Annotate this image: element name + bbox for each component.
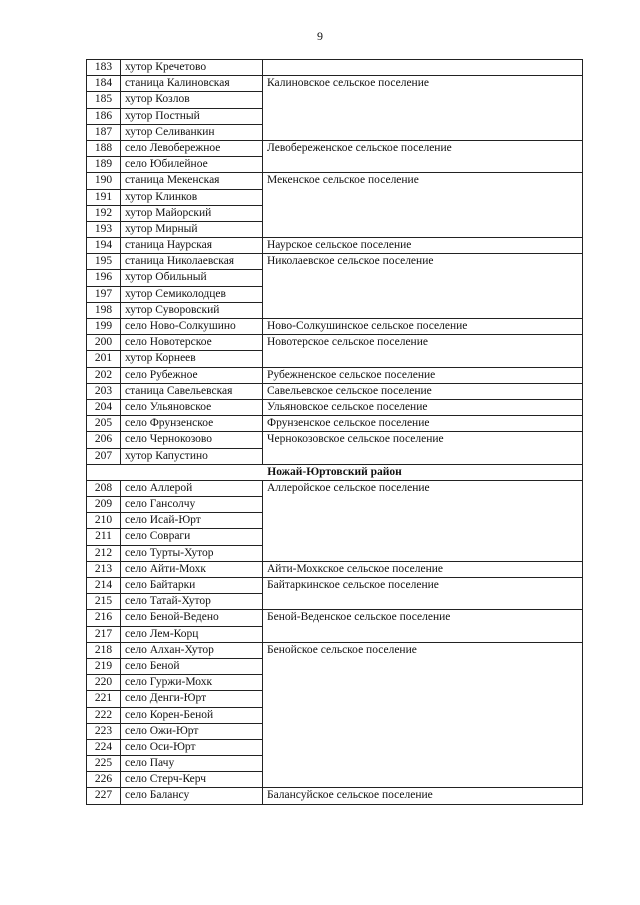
locality-name: хутор Постный xyxy=(121,108,263,124)
locality-name: село Айти-Мохк xyxy=(121,561,263,577)
row-number: 226 xyxy=(87,772,121,788)
row-number: 209 xyxy=(87,497,121,513)
locality-name: хутор Обильный xyxy=(121,270,263,286)
locality-name: село Аллерой xyxy=(121,480,263,496)
rural-settlement: Ульяновское сельское поселение xyxy=(263,399,583,415)
district-header-row xyxy=(87,464,583,480)
rural-settlement: Аллеройское сельское поселение xyxy=(263,480,583,561)
rural-settlement: Мекенское сельское поселение xyxy=(263,173,583,238)
table-row xyxy=(87,335,583,351)
locality-name: хутор Майорский xyxy=(121,205,263,221)
row-number: 221 xyxy=(87,691,121,707)
district-header: Ножай-Юртовский район xyxy=(87,464,583,480)
locality-name: хутор Корнеев xyxy=(121,351,263,367)
row-number: 218 xyxy=(87,642,121,658)
locality-name: хутор Капустино xyxy=(121,448,263,464)
locality-name: село Исай-Юрт xyxy=(121,513,263,529)
table-row xyxy=(87,432,583,448)
row-number: 186 xyxy=(87,108,121,124)
table-row xyxy=(87,578,583,594)
rural-settlement: Ново-Солкушинское сельское поселение xyxy=(263,319,583,335)
locality-name: станица Савельевская xyxy=(121,383,263,399)
rural-settlement: Чернокозовское сельское поселение xyxy=(263,432,583,464)
table-row xyxy=(87,76,583,92)
row-number: 194 xyxy=(87,238,121,254)
locality-name: село Фрунзенское xyxy=(121,416,263,432)
rural-settlement: Наурское сельское поселение xyxy=(263,238,583,254)
row-number: 220 xyxy=(87,675,121,691)
rural-settlement: Новотерское сельское поселение xyxy=(263,335,583,367)
rural-settlement: Бенойское сельское поселение xyxy=(263,642,583,788)
table-row xyxy=(87,610,583,626)
row-number: 187 xyxy=(87,124,121,140)
row-number: 225 xyxy=(87,756,121,772)
row-number: 189 xyxy=(87,157,121,173)
row-number: 188 xyxy=(87,140,121,156)
row-number: 202 xyxy=(87,367,121,383)
row-number: 227 xyxy=(87,788,121,804)
page-number: 9 xyxy=(317,29,323,43)
table-row xyxy=(87,254,583,270)
rural-settlement: Николаевское сельское поселение xyxy=(263,254,583,319)
locality-name: село Ново-Солкушино xyxy=(121,319,263,335)
row-number: 217 xyxy=(87,626,121,642)
row-number: 206 xyxy=(87,432,121,448)
rural-settlement: Калиновское сельское поселение xyxy=(263,76,583,141)
row-number: 196 xyxy=(87,270,121,286)
locality-name: село Чернокозово xyxy=(121,432,263,448)
row-number: 191 xyxy=(87,189,121,205)
table-row xyxy=(87,642,583,658)
locality-name: село Пачу xyxy=(121,756,263,772)
rural-settlement: Айти-Мохкское сельское поселение xyxy=(263,561,583,577)
row-number: 212 xyxy=(87,545,121,561)
locality-name: село Левобережное xyxy=(121,140,263,156)
table-body xyxy=(87,60,583,805)
row-number: 192 xyxy=(87,205,121,221)
locality-name: село Лем-Корц xyxy=(121,626,263,642)
locality-name: хутор Козлов xyxy=(121,92,263,108)
row-number: 207 xyxy=(87,448,121,464)
locality-name: село Новотерское xyxy=(121,335,263,351)
row-number: 185 xyxy=(87,92,121,108)
locality-name: хутор Суворовский xyxy=(121,302,263,318)
row-number: 197 xyxy=(87,286,121,302)
row-number: 222 xyxy=(87,707,121,723)
locality-name: село Совраги xyxy=(121,529,263,545)
locality-name: хутор Мирный xyxy=(121,221,263,237)
locality-name: село Корен-Беной xyxy=(121,707,263,723)
locality-name: село Байтарки xyxy=(121,578,263,594)
row-number: 190 xyxy=(87,173,121,189)
table-row xyxy=(87,399,583,415)
row-number: 208 xyxy=(87,480,121,496)
locality-name: село Оси-Юрт xyxy=(121,739,263,755)
row-number: 201 xyxy=(87,351,121,367)
row-number: 204 xyxy=(87,399,121,415)
table-row xyxy=(87,140,583,156)
rural-settlement: Байтаркинское сельское поселение xyxy=(263,578,583,610)
rural-settlement: Фрунзенское сельское поселение xyxy=(263,416,583,432)
table-row xyxy=(87,60,583,76)
row-number: 183 xyxy=(87,60,121,76)
row-number: 198 xyxy=(87,302,121,318)
row-number: 214 xyxy=(87,578,121,594)
row-number: 205 xyxy=(87,416,121,432)
locality-name: хутор Кречетово xyxy=(121,60,263,76)
row-number: 200 xyxy=(87,335,121,351)
table-row xyxy=(87,383,583,399)
locality-name: село Алхан-Хутор xyxy=(121,642,263,658)
table-row xyxy=(87,416,583,432)
table-row xyxy=(87,173,583,189)
locality-name: станица Калиновская xyxy=(121,76,263,92)
rural-settlement: Балансуйское сельское поселение xyxy=(263,788,583,804)
locality-name: село Рубежное xyxy=(121,367,263,383)
row-number: 184 xyxy=(87,76,121,92)
locality-name: село Юбилейное xyxy=(121,157,263,173)
rural-settlement: Левобереженское сельское поселение xyxy=(263,140,583,172)
locality-name: село Татай-Хутор xyxy=(121,594,263,610)
settlements-table xyxy=(86,59,583,805)
row-number: 203 xyxy=(87,383,121,399)
locality-name: хутор Клинков xyxy=(121,189,263,205)
rural-settlement: Савельевское сельское поселение xyxy=(263,383,583,399)
rural-settlement: Беной-Веденское сельское поселение xyxy=(263,610,583,642)
locality-name: село Ожи-Юрт xyxy=(121,723,263,739)
locality-name: село Турты-Хутор xyxy=(121,545,263,561)
locality-name: станица Мекенская xyxy=(121,173,263,189)
rural-settlement xyxy=(263,60,583,76)
locality-name: село Ульяновское xyxy=(121,399,263,415)
row-number: 193 xyxy=(87,221,121,237)
row-number: 210 xyxy=(87,513,121,529)
locality-name: хутор Селиванкин xyxy=(121,124,263,140)
row-number: 213 xyxy=(87,561,121,577)
table-row xyxy=(87,788,583,804)
locality-name: село Беной xyxy=(121,658,263,674)
locality-name: село Стерч-Керч xyxy=(121,772,263,788)
table-row xyxy=(87,319,583,335)
table-row xyxy=(87,480,583,496)
row-number: 216 xyxy=(87,610,121,626)
locality-name: село Беной-Ведено xyxy=(121,610,263,626)
table-row xyxy=(87,367,583,383)
locality-name: село Балансу xyxy=(121,788,263,804)
locality-name: хутор Семиколодцев xyxy=(121,286,263,302)
row-number: 219 xyxy=(87,658,121,674)
locality-name: село Денги-Юрт xyxy=(121,691,263,707)
locality-name: станица Наурская xyxy=(121,238,263,254)
row-number: 199 xyxy=(87,319,121,335)
row-number: 215 xyxy=(87,594,121,610)
table-row xyxy=(87,238,583,254)
row-number: 223 xyxy=(87,723,121,739)
table-row xyxy=(87,561,583,577)
row-number: 211 xyxy=(87,529,121,545)
rural-settlement: Рубежненское сельское поселение xyxy=(263,367,583,383)
row-number: 195 xyxy=(87,254,121,270)
locality-name: село Гуржи-Мохк xyxy=(121,675,263,691)
locality-name: станица Николаевская xyxy=(121,254,263,270)
locality-name: село Гансолчу xyxy=(121,497,263,513)
row-number: 224 xyxy=(87,739,121,755)
